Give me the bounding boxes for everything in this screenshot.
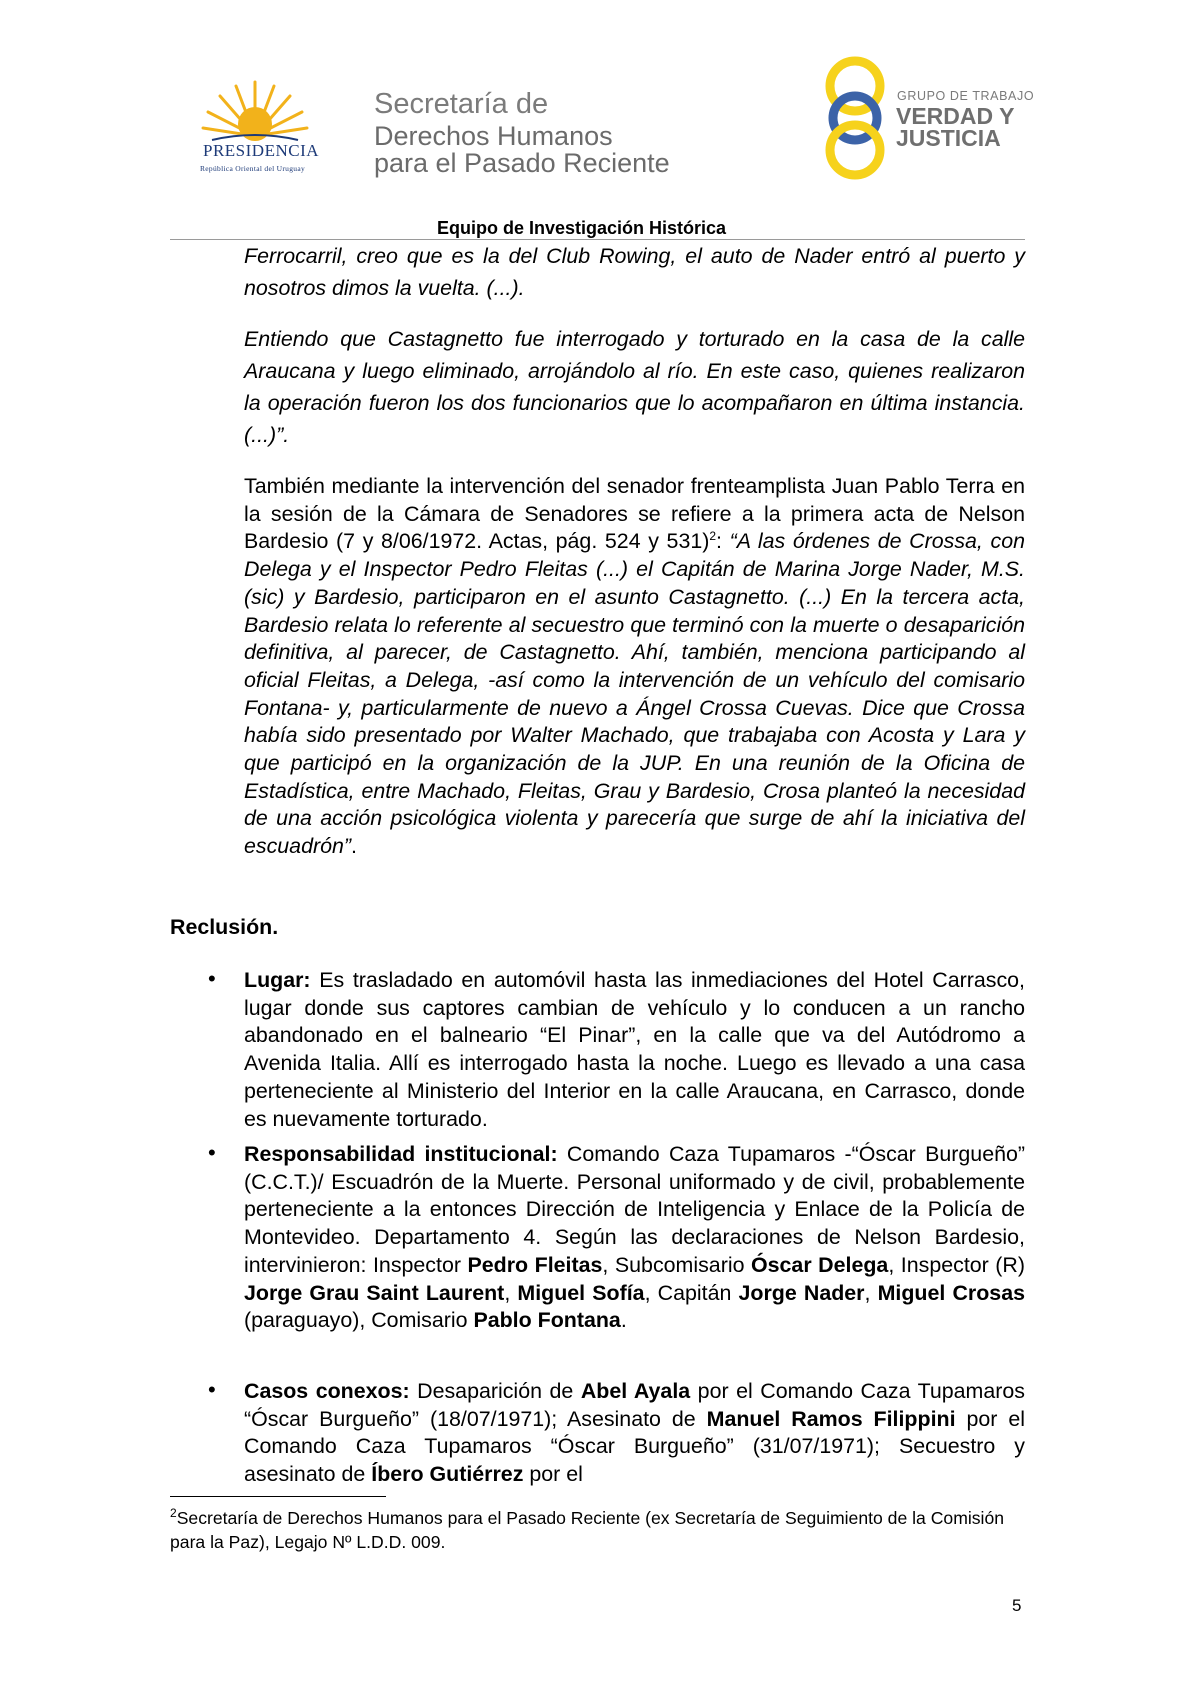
- list-item-responsabilidad: [244, 1141, 1025, 1335]
- list-item-casos-conexos: [244, 1378, 1025, 1489]
- resp-text: , Inspector (R): [888, 1252, 1025, 1277]
- resp-text: Comando Caza Tupamaros -“Óscar Burgueño” (C.C.T.)/ Escuadrón de la Muerte. Personal uniformado y de civil, probablemente perteneciente a la entonces Dirección de Inteligencia y Enlace de la Policía de Montevideo. Departamento 4. Según las declaraciones de Nelson Bardesio, intervinieron: Inspector: [244, 1142, 1026, 1277]
- grupo-logo-line2: VERDAD Y: [896, 103, 1015, 129]
- casos-name: Manuel Ramos Filippini: [706, 1406, 956, 1431]
- bullet-icon: •: [208, 966, 216, 991]
- footnote-rule: [170, 1496, 386, 1497]
- casos-name: Íbero Gutiérrez: [371, 1462, 524, 1487]
- resp-text: ,: [504, 1280, 518, 1305]
- lugar-text: Es trasladado en automóvil hasta las inmediaciones del Hotel Carrasco, lugar donde sus captores cambian de vehículo y lo conducen a un rancho abandonado en el balneario “El Pinar”, en la calle que va del Autódromo a Avenida Italia. Allí es interrogado hasta la noche. Luego es llevado a una casa perteneciente al Ministerio del Interior en la calle Araucana, en Carrasco, donde es nuevamente torturado.: [244, 968, 1025, 1131]
- section-heading-reclusion: Reclusión.: [170, 915, 279, 939]
- resp-name: Jorge Nader: [738, 1280, 865, 1305]
- casos-text: por el Comando Caza Tupamaros “Óscar Burgueño” (18/07/1971); Asesinato de: [244, 1379, 1025, 1431]
- resp-name: Miguel Sofía: [517, 1280, 645, 1305]
- resp-text: ,: [864, 1280, 878, 1305]
- secretaria-line3: para el Pasado Reciente: [374, 148, 670, 178]
- presidencia-wordmark: PRESIDENCIA: [203, 141, 320, 160]
- footnote: [170, 1507, 1025, 1554]
- p3-quote-part1: “A las órdenes de Crossa, con Delega y el Inspector Pedro Fleitas (...) el Capitán de Marina Jorge Nader, M.S. (sic) y Bardesio, participaron en el asunto Castagnetto. (...): [244, 529, 1025, 609]
- resp-text: .: [620, 1308, 627, 1333]
- resp-text: , Subcomisario: [602, 1252, 751, 1277]
- quote-paragraph-2: Entiendo que Castagnetto fue interrogado y torturado en la casa de la calle Araucana y luego eliminado, arrojándolo al río. En este caso, quienes realizaron la operación fueron los dos funcionarios que lo acompañaron en última instancia. (...)”.: [244, 327, 1025, 447]
- p3-quote-part2: En la tercera acta, Bardesio relata lo referente al secuestro que terminó con la muerte o desaparición definitiva, al parecer, de Castagnetto. Ahí, también, menciona participando al oficial Fleitas, a Delega, -así como la intervención de un vehículo del comisario Fontana- y, particularmente de nuevo a Ángel Crossa Cuevas. Dice que Crossa había sido presentado por Walter Machado, que trabajaba con Acosta y Lara y que participó en la organización de la JUP. En una reunión de la Oficina de Estadística, entre Machado, Fleitas, Grau y Bardesio, Crosa planteó la necesidad de una acción psicológica violenta y parecería que surge de ahí la iniciativa del escuadrón”: [244, 584, 1025, 859]
- page-number: 5: [1012, 1596, 1022, 1615]
- casos-name: Abel Ayala: [580, 1379, 691, 1403]
- p3-colon: :: [716, 529, 730, 554]
- bullet-icon: •: [208, 1140, 216, 1165]
- team-heading: Equipo de Investigación Histórica: [437, 218, 727, 238]
- secretaria-line2: Derechos Humanos: [374, 121, 613, 151]
- grupo-logo-line1: GRUPO DE TRABAJO: [897, 89, 1035, 103]
- footnote-number: 2: [170, 1506, 177, 1521]
- resp-text: , Capitán: [644, 1280, 739, 1305]
- casos-text: por el: [523, 1462, 583, 1487]
- paragraph-senate-intervention: [244, 473, 1025, 861]
- resp-label: Responsabilidad institucional:: [244, 1142, 558, 1166]
- secretaria-line1: Secretaría de: [374, 88, 549, 120]
- list-item-lugar: [244, 967, 1025, 1133]
- p3-text: También mediante la intervención del senador frenteamplista Juan Pablo Terra en la sesión de la Cámara de Senadores se refiere a la primera acta de Nelson Bardesio (7 y 8/06/1972. Actas, pág. 524 y 531): [244, 474, 1025, 554]
- resp-name: Óscar Delega: [751, 1252, 889, 1277]
- quote-paragraph-1: Ferrocarril, creo que es la del Club Rowing, el auto de Nader entró al puerto y nosotros dimos la vuelta. (...).: [244, 244, 1025, 300]
- bullet-icon: •: [208, 1377, 216, 1402]
- resp-name: Miguel Crosas: [877, 1280, 1025, 1305]
- casos-text: Desaparición de: [409, 1379, 581, 1403]
- resp-text: (paraguayo), Comisario: [244, 1308, 474, 1333]
- resp-name: Pedro Fleitas: [467, 1252, 603, 1277]
- resp-name: Pablo Fontana: [473, 1308, 621, 1333]
- p3-end: .: [351, 834, 357, 859]
- resp-name: Jorge Grau Saint Laurent: [244, 1280, 505, 1305]
- casos-label: Casos conexos:: [244, 1379, 410, 1403]
- footnote-text: Secretaría de Derechos Humanos para el Pasado Reciente (ex Secretaría de Seguimiento de la Comisión para la Paz), Legajo Nº L.D.D. 009.: [170, 1508, 1005, 1552]
- lugar-label: Lugar:: [244, 968, 311, 992]
- verdad-justicia-rings-logo: [818, 56, 892, 180]
- footnote-ref: 2: [709, 529, 717, 544]
- presidencia-subtitle: República Oriental del Uruguay: [200, 164, 306, 173]
- grupo-logo-line3: JUSTICIA: [896, 125, 1001, 151]
- casos-text: por el Comando Caza Tupamaros “Óscar Burgueño” (31/07/1971); Secuestro y asesinato de: [244, 1406, 1025, 1487]
